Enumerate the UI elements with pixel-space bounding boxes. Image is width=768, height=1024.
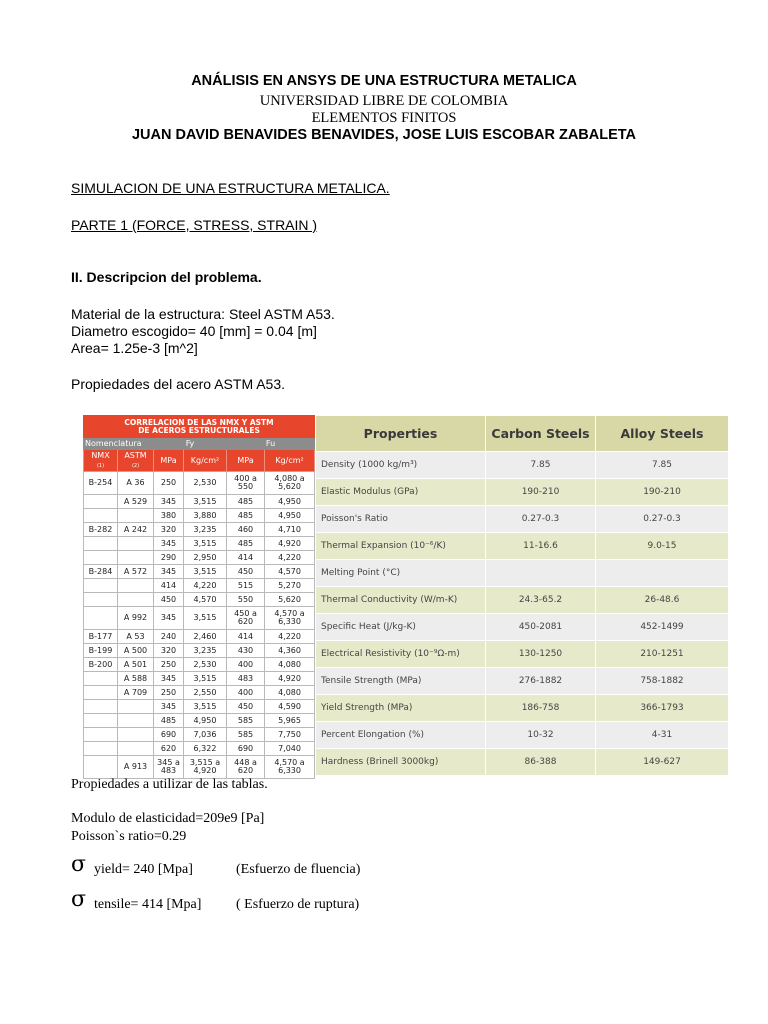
- props-cell-prop: Tensile Strength (MPa): [316, 668, 486, 695]
- props-table-row: [316, 587, 729, 614]
- nmx-title-line2: DE ACEROS ESTRUCTURALES: [138, 425, 260, 435]
- nmx-cell-mpa2: 585: [227, 714, 265, 728]
- nmx-table-row: [84, 593, 315, 607]
- steel-properties-table: [315, 415, 729, 776]
- nmx-cell-nmx: B-199: [84, 644, 118, 658]
- nmx-cell-kg1: 7,036: [184, 728, 227, 742]
- nmx-col-nmx-label: NMX: [91, 451, 110, 460]
- nmx-cell-kg1: 4,950: [184, 714, 227, 728]
- nmx-cell-astm: [118, 742, 154, 756]
- yield-note: (Esfuerzo de fluencia): [236, 862, 361, 877]
- props-cell-alloy: 26-48.6: [596, 587, 729, 614]
- poisson-line: Poisson`s ratio=0.29: [71, 829, 187, 844]
- nmx-table-row: [84, 607, 315, 630]
- props-cell-prop: Melting Point (°C): [316, 560, 486, 587]
- nmx-cell-mpa1: 485: [154, 714, 184, 728]
- nmx-cell-kg1: 3,515: [184, 537, 227, 551]
- props-table-row: [316, 506, 729, 533]
- nmx-cell-kg2: 4,570 a 6,330: [265, 756, 315, 779]
- elastic-modulus-line: Modulo de elasticidad=209e9 [Pa]: [71, 811, 265, 826]
- used-properties-intro: Propiedades a utilizar de las tablas.: [71, 777, 268, 792]
- nmx-cell-mpa2: 450: [227, 700, 265, 714]
- props-cell-carbon: 10-32: [486, 722, 596, 749]
- props-cell-carbon: 11-16.6: [486, 533, 596, 560]
- props-cell-alloy: [596, 560, 729, 587]
- props-cell-alloy: 9.0-15: [596, 533, 729, 560]
- nmx-table-row: [84, 551, 315, 565]
- nmx-cell-astm: [118, 579, 154, 593]
- nmx-cell-mpa1: 320: [154, 523, 184, 537]
- props-cell-alloy: 4-31: [596, 722, 729, 749]
- props-table-body: [316, 452, 729, 776]
- nmx-cell-mpa2: 550: [227, 593, 265, 607]
- nmx-cell-mpa2: 460: [227, 523, 265, 537]
- nmx-table-row: [84, 509, 315, 523]
- nmx-table-row: [84, 579, 315, 593]
- nmx-cell-kg2: 7,040: [265, 742, 315, 756]
- nmx-cell-mpa2: 400: [227, 686, 265, 700]
- nmx-table-row: [84, 672, 315, 686]
- nmx-col-mpa2: MPa: [227, 450, 265, 472]
- yield-value: yield= 240 [Mpa]: [94, 862, 193, 877]
- props-cell-alloy: 0.27-0.3: [596, 506, 729, 533]
- props-cell-alloy: 210-1251: [596, 641, 729, 668]
- props-table-row: [316, 749, 729, 776]
- props-header-alloy: Alloy Steels: [596, 416, 729, 452]
- props-cell-carbon: 0.27-0.3: [486, 506, 596, 533]
- nmx-cell-nmx: [84, 495, 118, 509]
- props-cell-alloy: 190-210: [596, 479, 729, 506]
- nmx-cell-kg1: 3,515: [184, 565, 227, 579]
- nmx-cell-kg1: 3,515: [184, 700, 227, 714]
- nmx-cell-mpa2: 400 a 550: [227, 472, 265, 495]
- nmx-cell-kg1: 2,460: [184, 630, 227, 644]
- nmx-astm-table: [83, 415, 315, 779]
- nmx-col-nmx: [84, 450, 118, 472]
- props-cell-prop: Percent Elongation (%): [316, 722, 486, 749]
- props-cell-prop: Poisson's Ratio: [316, 506, 486, 533]
- university-name: UNIVERSIDAD LIBRE DE COLOMBIA: [259, 93, 509, 109]
- nmx-cell-kg1: 4,220: [184, 579, 227, 593]
- sigma-yield-symbol: σ: [71, 852, 87, 877]
- nmx-note2: (2): [131, 463, 140, 469]
- nmx-cell-astm: A 572: [118, 565, 154, 579]
- props-header-carbon: Carbon Steels: [486, 416, 596, 452]
- nmx-cell-astm: A 588: [118, 672, 154, 686]
- sigma-tensile-symbol: σ: [71, 887, 87, 912]
- nmx-cell-kg2: 4,920: [265, 672, 315, 686]
- properties-intro: Propiedades del acero ASTM A53.: [71, 376, 286, 392]
- nmx-cell-mpa1: 450: [154, 593, 184, 607]
- nmx-cell-kg2: 4,080 a 5,620: [265, 472, 315, 495]
- nmx-cell-kg1: 2,530: [184, 472, 227, 495]
- nmx-table-title: [84, 416, 315, 438]
- nmx-cell-kg2: 4,570: [265, 565, 315, 579]
- tensile-note: ( Esfuerzo de ruptura): [236, 897, 360, 912]
- nmx-title-line1: CORRELACION DE LAS NMX Y ASTM: [124, 418, 274, 427]
- nmx-cell-kg2: 5,965: [265, 714, 315, 728]
- nmx-cell-mpa2: 690: [227, 742, 265, 756]
- authors: JUAN DAVID BENAVIDES BENAVIDES, JOSE LUIS ESCOBAR ZABALETA: [131, 127, 637, 143]
- nmx-note1: (1): [96, 463, 105, 469]
- nmx-cell-astm: A 500: [118, 644, 154, 658]
- nmx-cell-nmx: B-200: [84, 658, 118, 672]
- part-heading: PARTE 1 (FORCE, STRESS, STRAIN ): [71, 217, 318, 233]
- nmx-table-row: [84, 700, 315, 714]
- nmx-cell-nmx: [84, 509, 118, 523]
- nmx-cell-kg1: 3,515: [184, 495, 227, 509]
- nmx-cell-nmx: [84, 686, 118, 700]
- nmx-cell-mpa1: 690: [154, 728, 184, 742]
- nmx-cell-nmx: [84, 756, 118, 779]
- nmx-fy: Fy: [154, 438, 227, 450]
- nmx-cell-astm: A 501: [118, 658, 154, 672]
- nmx-cell-astm: A 529: [118, 495, 154, 509]
- nmx-cell-mpa2: 448 a 620: [227, 756, 265, 779]
- props-cell-alloy: 452-1499: [596, 614, 729, 641]
- nmx-cell-mpa1: 345: [154, 537, 184, 551]
- nmx-cell-astm: [118, 593, 154, 607]
- course-name: ELEMENTOS FINITOS: [311, 110, 457, 126]
- nmx-cell-astm: [118, 551, 154, 565]
- nmx-cell-mpa2: 483: [227, 672, 265, 686]
- nmx-table-row: [84, 728, 315, 742]
- props-cell-prop: Electrical Resistivity (10⁻⁹Ω-m): [316, 641, 486, 668]
- props-cell-carbon: 276-1882: [486, 668, 596, 695]
- nmx-cell-mpa1: 345: [154, 495, 184, 509]
- nmx-cell-kg2: 7,750: [265, 728, 315, 742]
- nmx-cell-astm: A 242: [118, 523, 154, 537]
- props-table-row: [316, 695, 729, 722]
- nmx-cell-mpa1: 320: [154, 644, 184, 658]
- nmx-cell-nmx: [84, 714, 118, 728]
- props-cell-prop: Specific Heat (J/kg-K): [316, 614, 486, 641]
- nmx-cell-mpa2: 414: [227, 551, 265, 565]
- props-cell-carbon: 86-388: [486, 749, 596, 776]
- props-header-properties: Properties: [316, 416, 486, 452]
- props-cell-alloy: 758-1882: [596, 668, 729, 695]
- nmx-cell-astm: A 992: [118, 607, 154, 630]
- nmx-cell-kg1: 6,322: [184, 742, 227, 756]
- nmx-cell-kg1: 2,550: [184, 686, 227, 700]
- nmx-table-row: [84, 658, 315, 672]
- nmx-table-row: [84, 756, 315, 779]
- nmx-cell-mpa1: 345: [154, 607, 184, 630]
- diameter-line: Diametro escogido= 40 [mm] = 0.04 [m]: [71, 323, 317, 339]
- props-cell-carbon: 450-2081: [486, 614, 596, 641]
- nmx-cell-mpa1: 290: [154, 551, 184, 565]
- nmx-col-kg1: Kg/cm²: [184, 450, 227, 472]
- nmx-cell-nmx: B-177: [84, 630, 118, 644]
- nmx-table-row: [84, 537, 315, 551]
- nmx-cell-kg2: 4,710: [265, 523, 315, 537]
- props-table-row: [316, 452, 729, 479]
- nmx-table-row: [84, 495, 315, 509]
- nmx-cell-kg2: 4,950: [265, 495, 315, 509]
- nmx-table-row: [84, 523, 315, 537]
- nmx-cell-astm: A 53: [118, 630, 154, 644]
- nmx-cell-mpa1: 250: [154, 686, 184, 700]
- nmx-cell-astm: [118, 714, 154, 728]
- nmx-cell-astm: [118, 728, 154, 742]
- props-table-row: [316, 722, 729, 749]
- nmx-table-row: [84, 714, 315, 728]
- nmx-cell-kg2: 4,220: [265, 551, 315, 565]
- nmx-cell-mpa1: 345: [154, 700, 184, 714]
- nmx-cell-kg1: 3,515 a 4,920: [184, 756, 227, 779]
- props-cell-carbon: 190-210: [486, 479, 596, 506]
- nmx-table-row: [84, 472, 315, 495]
- props-cell-prop: Density (1000 kg/m³): [316, 452, 486, 479]
- nmx-cell-mpa2: 450 a 620: [227, 607, 265, 630]
- nmx-cell-mpa1: 380: [154, 509, 184, 523]
- material-line: Material de la estructura: Steel ASTM A53.: [71, 306, 335, 322]
- nmx-cell-nmx: [84, 672, 118, 686]
- nmx-cell-kg2: 4,570 a 6,330: [265, 607, 315, 630]
- nmx-cell-mpa2: 515: [227, 579, 265, 593]
- nmx-cell-mpa1: 620: [154, 742, 184, 756]
- nmx-table-row: [84, 644, 315, 658]
- props-table-row: [316, 560, 729, 587]
- nmx-col-astm: [118, 450, 154, 472]
- props-cell-carbon: 186-758: [486, 695, 596, 722]
- nmx-cell-astm: A 913: [118, 756, 154, 779]
- props-cell-prop: Thermal Expansion (10⁻⁶/K): [316, 533, 486, 560]
- nmx-cell-mpa1: 345: [154, 672, 184, 686]
- props-table-row: [316, 533, 729, 560]
- sigma-tensile-row: [71, 887, 86, 912]
- nmx-cell-astm: A 709: [118, 686, 154, 700]
- nmx-cell-astm: A 36: [118, 472, 154, 495]
- props-cell-carbon: 24.3-65.2: [486, 587, 596, 614]
- nmx-cell-kg2: 4,590: [265, 700, 315, 714]
- nmx-cell-kg1: 3,880: [184, 509, 227, 523]
- nmx-cell-kg2: 4,080: [265, 686, 315, 700]
- nmx-cell-kg2: 4,950: [265, 509, 315, 523]
- nmx-cell-kg2: 4,220: [265, 630, 315, 644]
- nmx-cell-mpa1: 345: [154, 565, 184, 579]
- nmx-cell-mpa1: 240: [154, 630, 184, 644]
- props-table-row: [316, 668, 729, 695]
- props-cell-alloy: 366-1793: [596, 695, 729, 722]
- simulation-heading: SIMULACION DE UNA ESTRUCTURA METALICA.: [71, 180, 390, 196]
- props-cell-alloy: 149-627: [596, 749, 729, 776]
- nmx-cell-kg1: 3,235: [184, 523, 227, 537]
- nmx-cell-mpa2: 450: [227, 565, 265, 579]
- nmx-cell-mpa1: 250: [154, 472, 184, 495]
- props-cell-carbon: 7.85: [486, 452, 596, 479]
- props-cell-prop: Yield Strength (MPa): [316, 695, 486, 722]
- nmx-table-body: [84, 472, 315, 779]
- nmx-col-kg2: Kg/cm²: [265, 450, 315, 472]
- nmx-cell-kg1: 2,530: [184, 658, 227, 672]
- nmx-cell-kg2: 4,360: [265, 644, 315, 658]
- props-cell-prop: Hardness (Brinell 3000kg): [316, 749, 486, 776]
- nmx-cell-nmx: [84, 551, 118, 565]
- nmx-cell-mpa2: 585: [227, 728, 265, 742]
- nmx-cell-kg1: 2,950: [184, 551, 227, 565]
- nmx-cell-kg2: 4,920: [265, 537, 315, 551]
- nmx-cell-nmx: [84, 728, 118, 742]
- tensile-value: tensile= 414 [Mpa]: [94, 897, 202, 912]
- props-table-row: [316, 614, 729, 641]
- nmx-cell-mpa2: 485: [227, 509, 265, 523]
- nmx-cell-nmx: [84, 742, 118, 756]
- nmx-cell-nmx: B-284: [84, 565, 118, 579]
- nmx-cell-mpa1: 345 a 483: [154, 756, 184, 779]
- props-cell-prop: Thermal Conductivity (W/m-K): [316, 587, 486, 614]
- nmx-col-mpa1: MPa: [154, 450, 184, 472]
- props-cell-prop: Elastic Modulus (GPa): [316, 479, 486, 506]
- nmx-cell-kg2: 5,270: [265, 579, 315, 593]
- nmx-cell-mpa1: 250: [154, 658, 184, 672]
- nmx-cell-nmx: [84, 593, 118, 607]
- nmx-cell-mpa2: 400: [227, 658, 265, 672]
- nmx-nomenclatura: Nomenclatura: [84, 438, 154, 450]
- nmx-table-row: [84, 565, 315, 579]
- props-cell-carbon: 130-1250: [486, 641, 596, 668]
- nmx-col-astm-label: ASTM: [124, 451, 147, 460]
- nmx-cell-mpa2: 430: [227, 644, 265, 658]
- nmx-cell-kg1: 3,515: [184, 607, 227, 630]
- props-table-row: [316, 641, 729, 668]
- document-title: ANÁLISIS EN ANSYS DE UNA ESTRUCTURA METALICA: [191, 73, 577, 89]
- nmx-cell-mpa2: 485: [227, 537, 265, 551]
- nmx-fu: Fu: [227, 438, 315, 450]
- nmx-cell-astm: [118, 509, 154, 523]
- nmx-table-row: [84, 686, 315, 700]
- nmx-cell-mpa1: 414: [154, 579, 184, 593]
- nmx-cell-nmx: B-282: [84, 523, 118, 537]
- nmx-table-row: [84, 630, 315, 644]
- nmx-cell-kg1: 4,570: [184, 593, 227, 607]
- nmx-cell-kg2: 5,620: [265, 593, 315, 607]
- nmx-cell-mpa2: 414: [227, 630, 265, 644]
- nmx-cell-mpa2: 485: [227, 495, 265, 509]
- area-line: Area= 1.25e-3 [m^2]: [71, 340, 198, 356]
- nmx-cell-nmx: B-254: [84, 472, 118, 495]
- nmx-cell-astm: [118, 700, 154, 714]
- sigma-yield-row: [71, 852, 86, 877]
- nmx-cell-nmx: [84, 607, 118, 630]
- nmx-table-row: [84, 742, 315, 756]
- props-table-row: [316, 479, 729, 506]
- nmx-cell-kg1: 3,515: [184, 672, 227, 686]
- nmx-cell-nmx: [84, 700, 118, 714]
- nmx-cell-astm: [118, 537, 154, 551]
- nmx-cell-kg2: 4,080: [265, 658, 315, 672]
- problem-heading: II. Descripcion del problema.: [71, 269, 262, 285]
- props-cell-carbon: [486, 560, 596, 587]
- nmx-cell-nmx: [84, 579, 118, 593]
- nmx-cell-nmx: [84, 537, 118, 551]
- props-cell-alloy: 7.85: [596, 452, 729, 479]
- nmx-cell-kg1: 3,235: [184, 644, 227, 658]
